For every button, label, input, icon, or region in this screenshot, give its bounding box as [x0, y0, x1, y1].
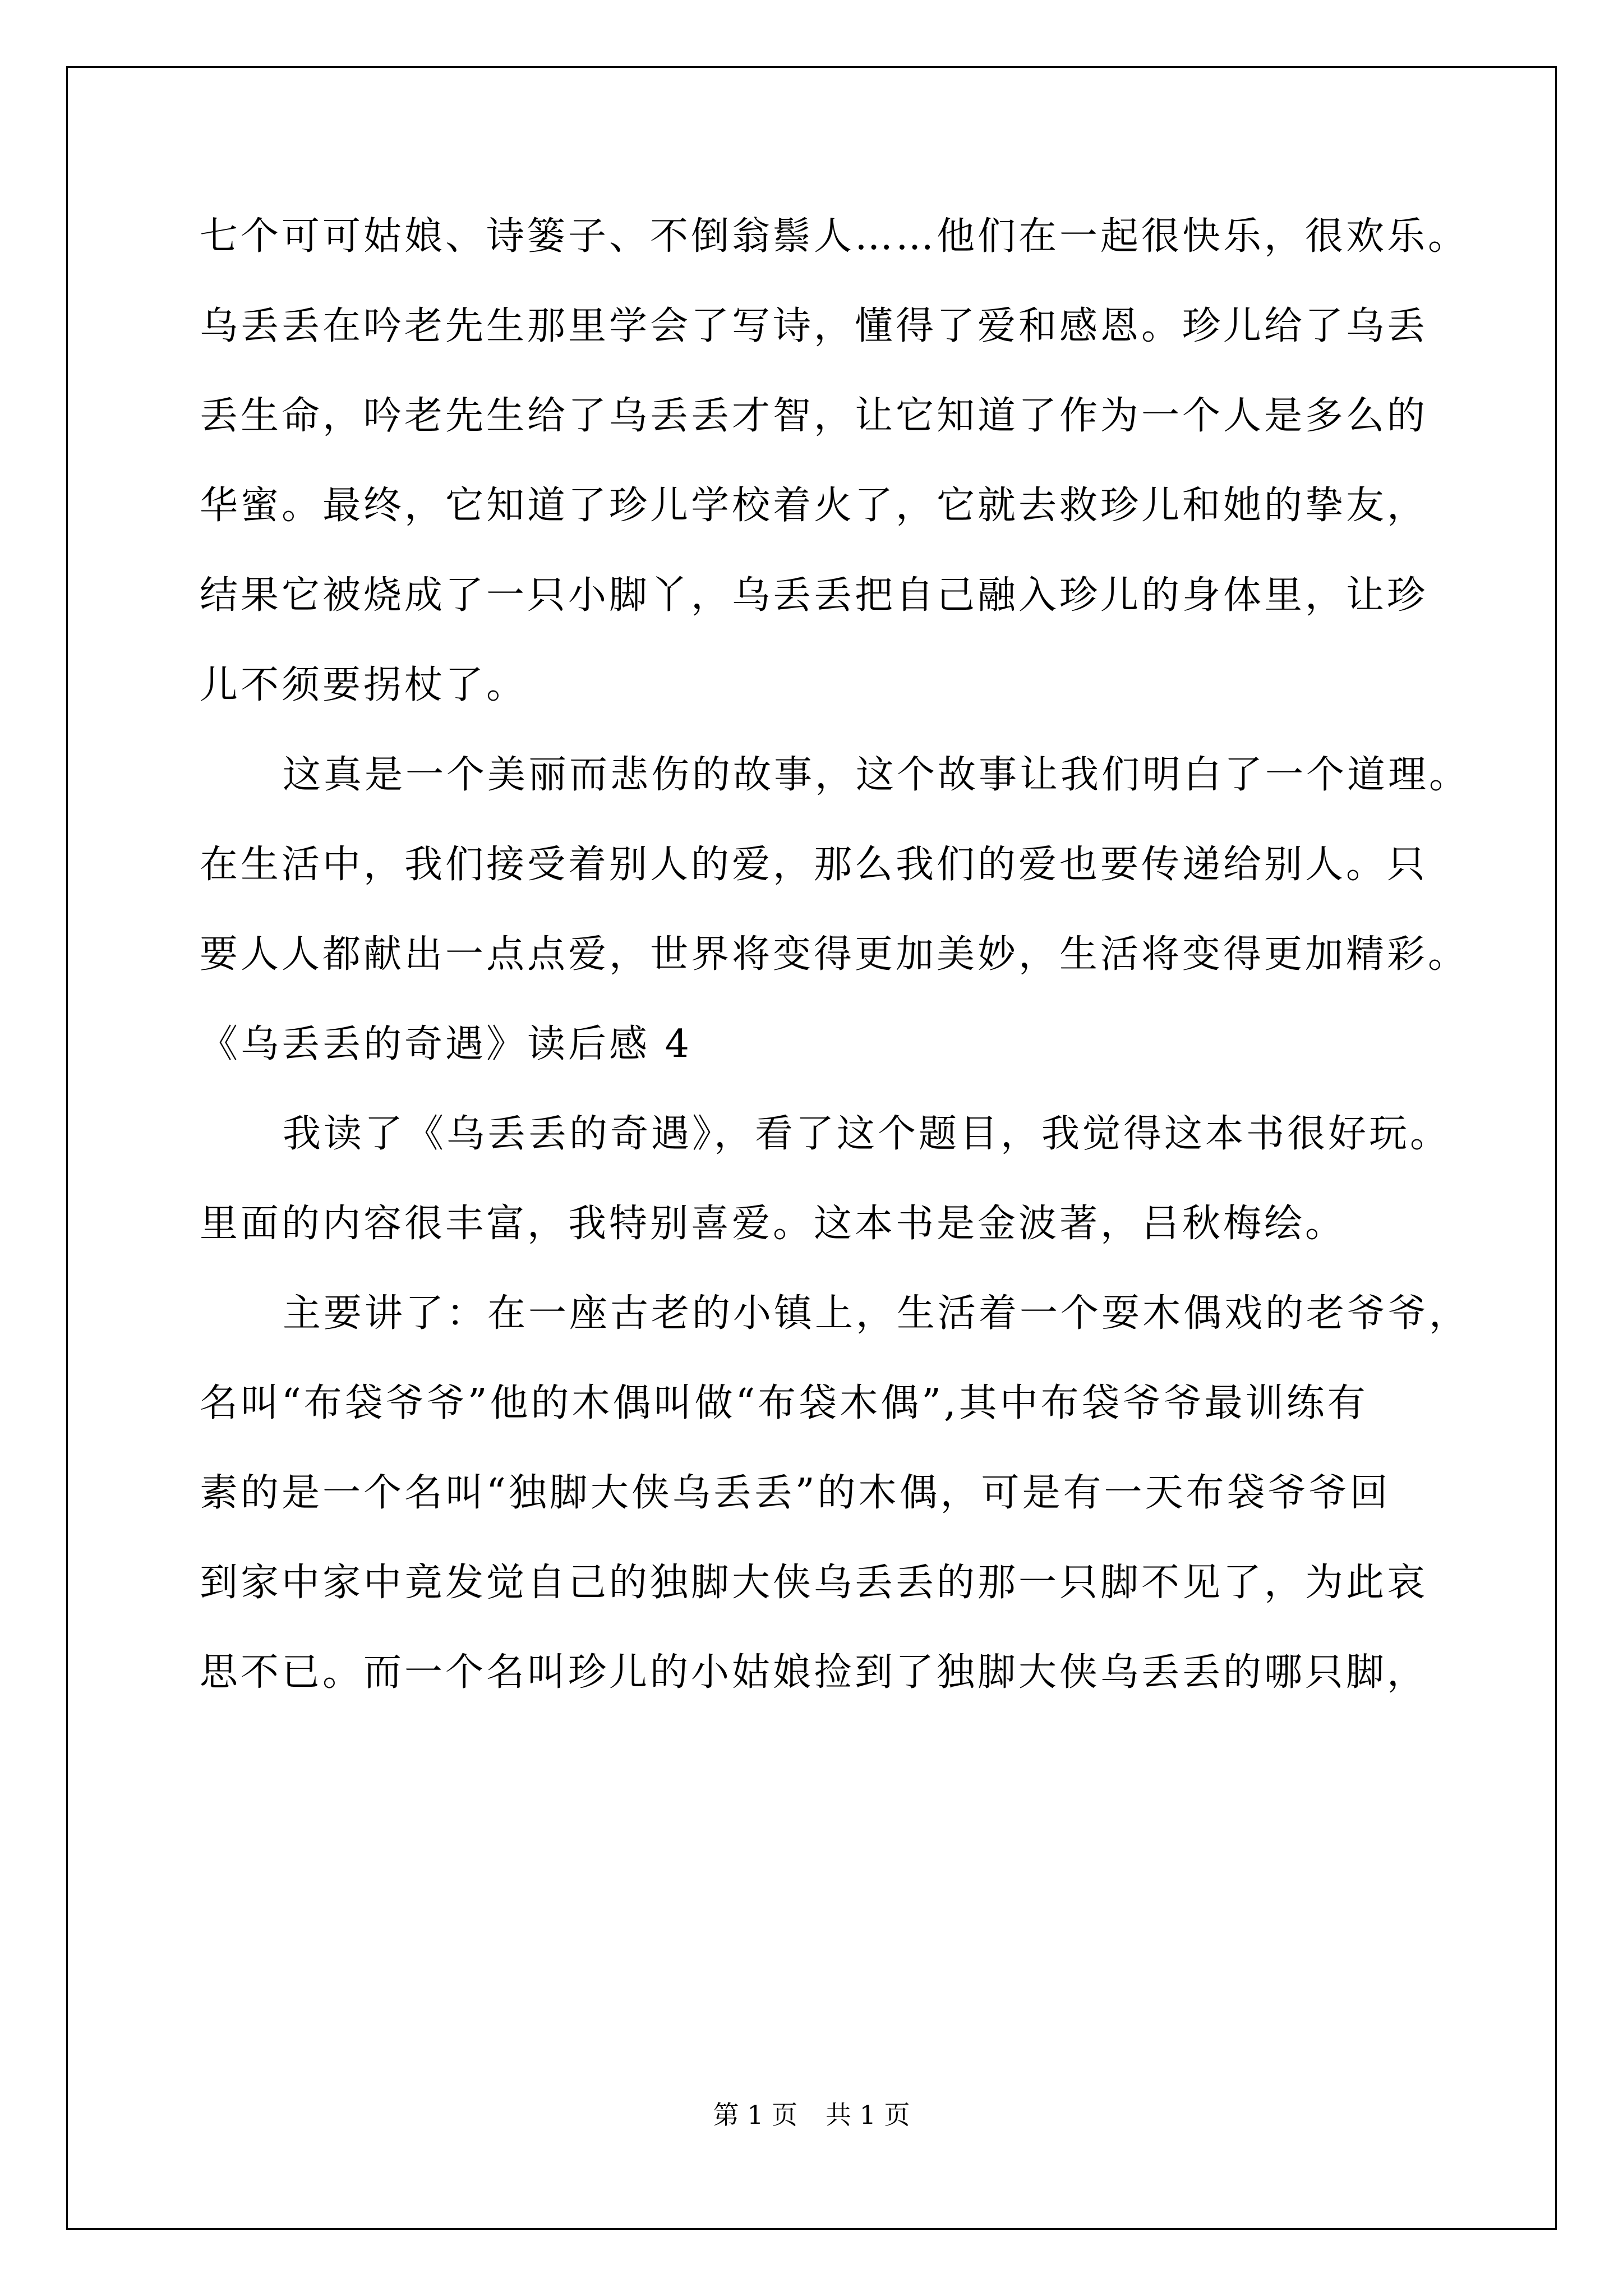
document-body — [200, 211, 1473, 1737]
text-line: 要人人都献出一点点爱，世界将变得更加美妙，生活将变得更加精彩。 — [200, 932, 1469, 977]
paragraph-first-line: 我读了《乌丢丢的奇遇》，看了这个题目，我觉得这本书很好玩。 — [283, 1112, 1451, 1156]
page-number: 第 1 页 — [713, 2100, 797, 2130]
text-line: 华蜜。最终，它知道了珍儿学校着火了，它就去救珍儿和她的挚友， — [200, 484, 1428, 528]
section-heading: 《乌丢丢的奇遇》读后感 4 — [200, 1022, 692, 1066]
text-line: 里面的内容很丰富，我特别喜爱。这本书是金波著，吕秋梅绘。 — [200, 1202, 1347, 1246]
text-line: 思不已。而一个名叫珍儿的小姑娘捡到了独脚大侠乌丢丢的哪只脚， — [200, 1650, 1428, 1695]
text-line: 乌丢丢在吟老先生那里学会了写诗，懂得了爱和感恩。珍儿给了乌丢 — [200, 304, 1428, 348]
text-line: 到家中家中竟发觉自己的独脚大侠乌丢丢的那一只脚不见了，为此哀 — [200, 1561, 1428, 1605]
text-line: 丢生命，吟老先生给了乌丢丢才智，让它知道了作为一个人是多么的 — [200, 394, 1428, 438]
text-line: 儿不须要拐杖了。 — [200, 663, 528, 707]
paragraph-first-line: 主要讲了：在一座古老的小镇上，生活着一个耍木偶戏的老爷爷， — [283, 1291, 1470, 1336]
page-total: 共 1 页 — [826, 2100, 910, 2130]
page-footer — [0, 2098, 1623, 2132]
text-line: 素的是一个名叫“独脚大侠乌丢丢”的木偶，可是有一天布袋爷爷回 — [200, 1471, 1391, 1515]
text-line: 在生活中，我们接受着别人的爱，那么我们的爱也要传递给别人。只 — [200, 843, 1428, 887]
text-line: 结果它被烧成了一只小脚丫，乌丢丢把自己融入珍儿的身体里，让珍 — [200, 573, 1428, 618]
text-line: 名叫“布袋爷爷”他的木偶叫做“布袋木偶”,其中布袋爷爷最训练有 — [200, 1381, 1368, 1425]
paragraph-first-line: 这真是一个美丽而悲伤的故事，这个故事让我们明白了一个道理。 — [283, 753, 1470, 797]
text-line: 七个可可姑娘、诗篓子、不倒翁鬃人……他们在一起很快乐，很欢乐。 — [200, 214, 1469, 259]
